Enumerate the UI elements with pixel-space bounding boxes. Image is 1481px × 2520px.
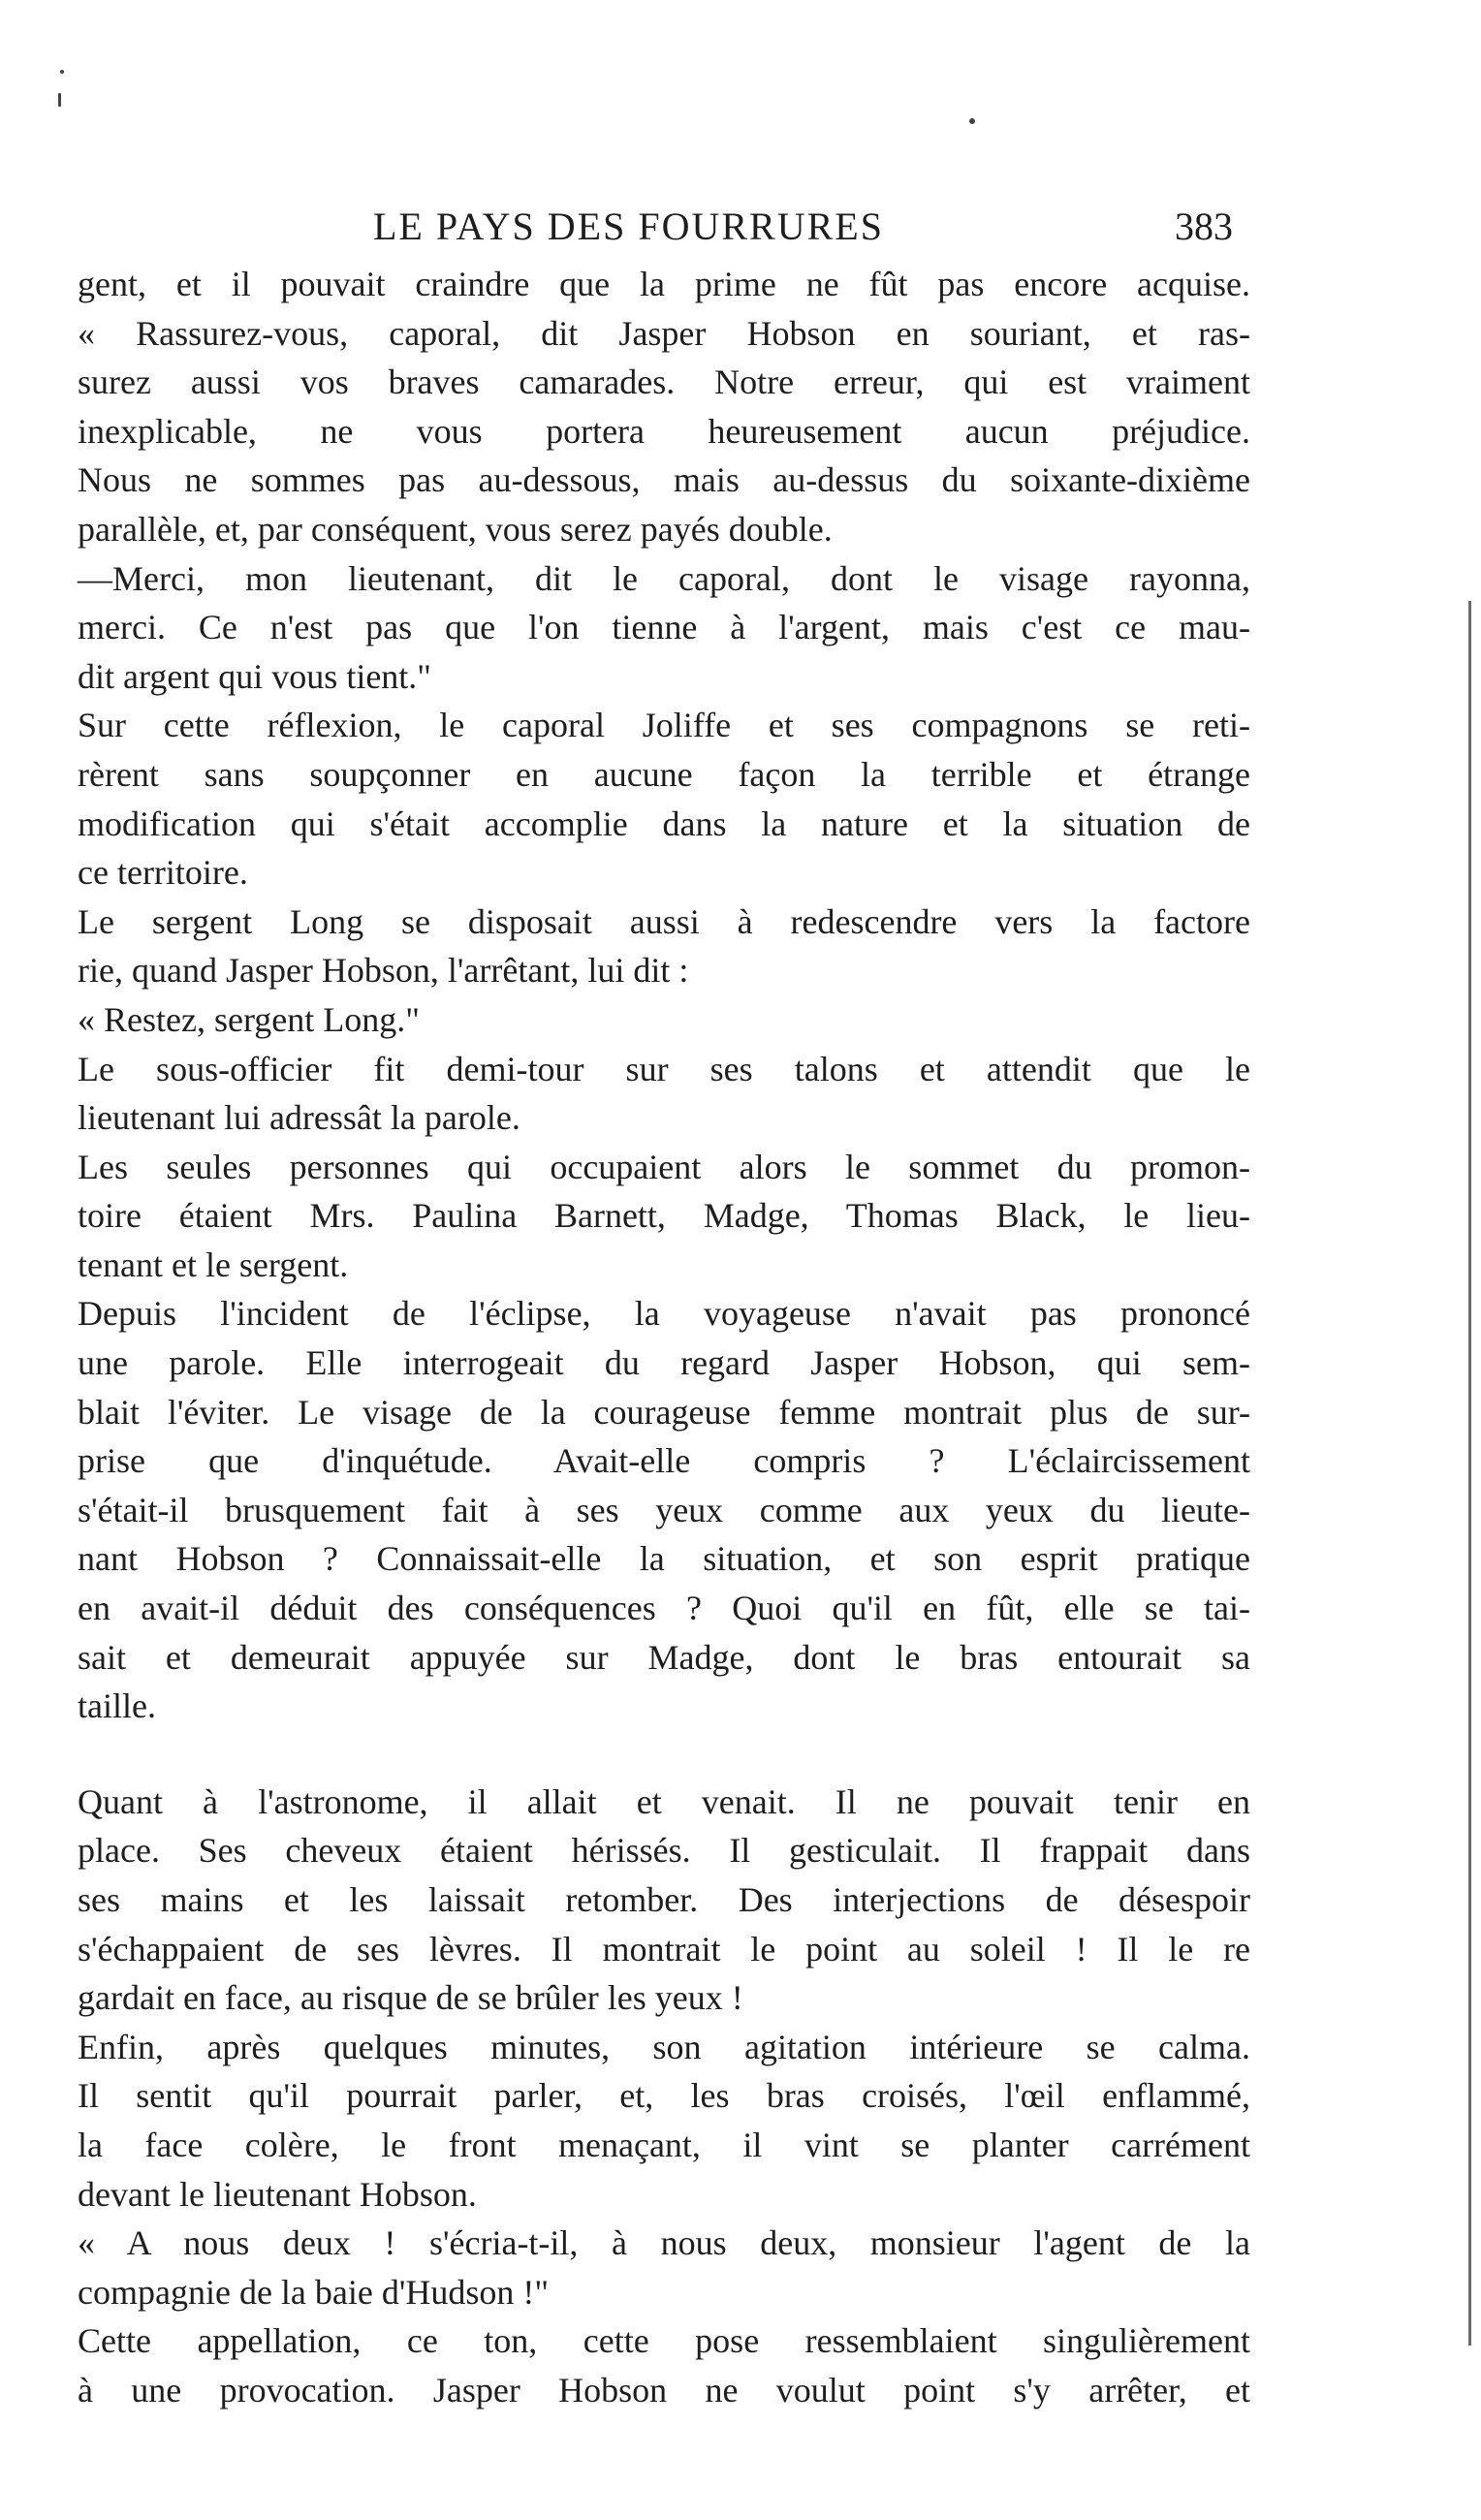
body-text bbox=[78, 260, 1250, 2415]
text-line: Il sentit qu'il pourrait parler, et, les bras croisés, l'œil enflammé, bbox=[78, 2076, 1250, 2116]
ink-speck bbox=[60, 70, 64, 74]
text-line: compagnie de la baie d'Hudson !" bbox=[78, 2272, 550, 2312]
text-line: Cette appellation, ce ton, cette pose ressemblaient singulièrement bbox=[78, 2321, 1250, 2361]
text-line: parallèle, et, par conséquent, vous serez payés double. bbox=[78, 509, 833, 549]
text-line: blait l'éviter. Le visage de la courageuse femme montrait plus de sur- bbox=[78, 1392, 1250, 1432]
text-line: en avait-il déduit des conséquences ? Quoi qu'il en fût, elle se tai- bbox=[78, 1589, 1250, 1628]
text-line: tenant et le sergent. bbox=[78, 1244, 349, 1284]
text-line: toire étaient Mrs. Paulina Barnett, Madge, Thomas Black, le lieu- bbox=[78, 1196, 1250, 1236]
text-line: Depuis l'incident de l'éclipse, la voyageuse n'avait pas prononcé bbox=[78, 1294, 1250, 1334]
text-line: Le sous-officier fit demi-tour sur ses talons et attendit que le bbox=[78, 1049, 1250, 1088]
text-line: rie, quand Jasper Hobson, l'arrêtant, lui dit : bbox=[78, 951, 689, 991]
page-number: 383 bbox=[1175, 205, 1233, 248]
running-title: LE PAYS DES FOURRURES bbox=[373, 205, 884, 248]
text-line: « Rassurez-vous, caporal, dit Jasper Hobson en souriant, et ras- bbox=[78, 313, 1250, 353]
text-line: place. Ses cheveux étaient hérissés. Il gesticulait. Il frappait dans bbox=[78, 1831, 1250, 1871]
text-line: « A nous deux ! s'écria-t-il, à nous deux, monsieur l'agent de la bbox=[78, 2223, 1250, 2263]
text-line: gardait en face, au risque de se brûler les yeux ! bbox=[78, 1978, 743, 2018]
text-line: lieutenant lui adressât la parole. bbox=[78, 1098, 520, 1138]
text-line: inexplicable, ne vous portera heureusement aucun préjudice. bbox=[78, 411, 1250, 451]
text-line: ce territoire. bbox=[78, 853, 248, 893]
text-line: gent, et il pouvait craindre que la prime ne fût pas encore acquise. bbox=[78, 265, 1250, 303]
text-line: sait et demeurait appuyée sur Madge, dont le bras entourait sa bbox=[78, 1637, 1250, 1677]
scan-edge-line bbox=[1468, 601, 1471, 2346]
text-line: s'était-il brusquement fait à ses yeux comme aux yeux du lieute- bbox=[78, 1490, 1250, 1529]
text-line: prise que d'inquétude. Avait-elle compris ? L'éclaircissement bbox=[78, 1441, 1250, 1481]
text-line: « Restez, sergent Long." bbox=[78, 999, 420, 1039]
text-line: Quant à l'astronome, il allait et venait. Il ne pouvait tenir en bbox=[78, 1781, 1250, 1821]
text-line: —Merci, mon lieutenant, dit le caporal, dont le visage rayonna, bbox=[78, 558, 1250, 598]
text-line: Le sergent Long se disposait aussi à redescendre vers la factore bbox=[78, 901, 1250, 941]
text-line: Sur cette réflexion, le caporal Joliffe et ses compagnons se reti- bbox=[78, 706, 1250, 745]
ink-speck bbox=[969, 118, 975, 124]
text-line: une parole. Elle interrogeait du regard Jasper Hobson, qui sem- bbox=[78, 1343, 1250, 1383]
text-line: nant Hobson ? Connaissait-elle la situation, et son esprit pratique bbox=[78, 1539, 1250, 1579]
ink-speck bbox=[58, 93, 61, 107]
text-line: Nous ne sommes pas au-dessous, mais au-dessus du soixante-dixième bbox=[78, 460, 1250, 500]
text-line: devant le lieutenant Hobson. bbox=[78, 2174, 477, 2214]
text-line: ses mains et les laissait retomber. Des interjections de désespoir bbox=[78, 1880, 1250, 1919]
text-line: taille. bbox=[78, 1686, 156, 1726]
text-line: dit argent qui vous tient." bbox=[78, 656, 431, 696]
text-line: la face colère, le front menaçant, il vint se planter carrément bbox=[78, 2125, 1250, 2164]
text-line: surez aussi vos braves camarades. Notre erreur, qui est vraiment bbox=[78, 362, 1250, 402]
text-line: Enfin, après quelques minutes, son agitation intérieure se calma. bbox=[78, 2027, 1250, 2066]
text-line: Les seules personnes qui occupaient alors le sommet du promon- bbox=[78, 1147, 1250, 1186]
text-line: merci. Ce n'est pas que l'on tienne à l'argent, mais c'est ce mau- bbox=[78, 608, 1250, 647]
running-header bbox=[0, 204, 1481, 252]
text-line: s'échappaient de ses lèvres. Il montrait le point au soleil ! Il le re bbox=[78, 1929, 1250, 1969]
text-line: rèrent sans soupçonner en aucune façon la terrible et étrange bbox=[78, 754, 1250, 794]
text-line: modification qui s'était accomplie dans la nature et la situation de bbox=[78, 803, 1250, 843]
text-line: à une provocation. Jasper Hobson ne voulut point s'y arrêter, et bbox=[78, 2370, 1250, 2410]
